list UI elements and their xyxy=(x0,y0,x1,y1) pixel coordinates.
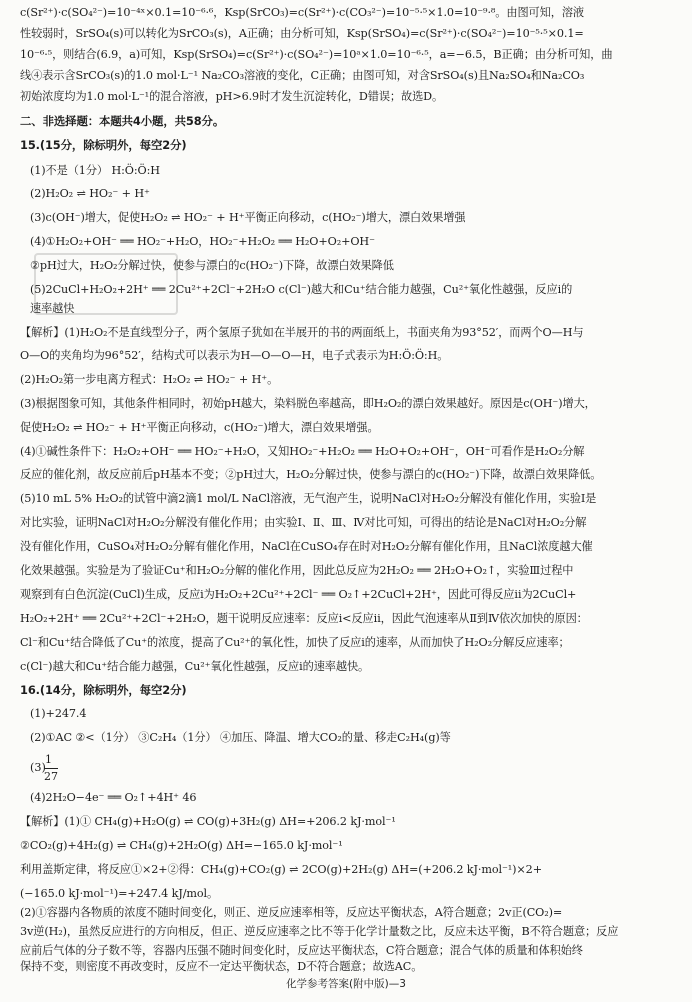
fraction-numerator: 1 xyxy=(45,753,52,766)
section-heading: 二、非选择题：本题共4小题，共58分。 xyxy=(20,114,225,128)
analysis-line: Cl⁻和Cu⁺结合降低了Cu⁺的浓度，提高了Cu²⁺的氧化性，加快了反应ⅰ的速率，从而加快了H₂O₂分解反应速率； xyxy=(20,636,570,649)
analysis-line: (2)①容器内各物质的浓度不随时间变化，则正、逆反应速率相等，反应达平衡状态，A符合题意；2v正(CO₂)= xyxy=(20,906,563,919)
text-line: 初始浓度均为1.0 mol·L⁻¹的混合溶液，pH>6.9时才发生沉淀转化，D错误；故选D。 xyxy=(20,90,444,103)
analysis-line: (4)①碱性条件下：H₂O₂+OH⁻ ══ HO₂⁻+H₂O，又知HO₂⁻+H₂O₂ ══ H₂O+O₂+OH⁻，OH⁻可看作是H₂O₂分解 xyxy=(20,445,585,458)
answer-line: (1)不是（1分） H:Ö:Ö:H xyxy=(30,164,160,177)
analysis-line: 利用盖斯定律，将反应①×2+②得：CH₄(g)+CO₂(g) ⇌ 2CO(g)+2H₂(g) ΔH=(+206.2 kJ·mol⁻¹)×2+ xyxy=(20,863,542,876)
answer-line: (4)2H₂O−4e⁻ ══ O₂↑+4H⁺ 46 xyxy=(30,791,197,804)
analysis-line: O—O的夹角均为96°52′，结构式可以表示为H—O—O—H，电子式表示为H:Ö:Ö:H。 xyxy=(20,349,449,362)
analysis-line: 反应的催化剂，故反应前后pH基本不变；②pH过大，H₂O₂分解过快，使参与漂白的c(HO₂⁻)下降，故漂白效果降低。 xyxy=(20,468,602,481)
text-line: 10⁻⁶·⁵，则结合(6.9，a)可知，Ksp(SrSO₄)=c(Sr²⁺)·c(SO₄²⁻)=10ᵃ×1.0=10⁻⁶·⁵，a=−6.5，B正确；由分析可知，曲 xyxy=(20,48,613,61)
analysis-line: H₂O₂+2H⁺ ══ 2Cu²⁺+2Cl⁻+2H₂O，题干说明反应速率：反应ⅰ<反应ⅱ，因此气泡速率从Ⅱ到Ⅳ依次加快的原因： xyxy=(20,612,588,625)
fraction-denominator: 27 xyxy=(44,770,58,783)
question-heading: 15.(15分，除标明外，每空2分) xyxy=(20,138,187,152)
analysis-line: 促使H₂O₂ ⇌ HO₂⁻ + H⁺平衡正向移动，c(HO₂⁻)增大，漂白效果增强。 xyxy=(20,421,379,434)
analysis-line: 3v逆(H₂)，虽然反应进行的方向相反，但正、逆反应速率之比不等于化学计量数之比，反应未达平衡，B不符合题意；反应 xyxy=(20,925,619,938)
fraction-bar xyxy=(44,768,58,769)
analysis-line: 化效果越强。实验是为了验证Cu⁺和H₂O₂分解的催化作用，因此总反应为2H₂O₂ ══ 2H₂O+O₂↑，实验Ⅲ过程中 xyxy=(20,564,574,577)
analysis-line: (5)10 mL 5% H₂O₂的试管中滴2滴1 mol/L NaCl溶液，无气泡产生，说明NaCl对H₂O₂分解没有催化作用，实验Ⅰ是 xyxy=(20,492,597,505)
answer-line: ②pH过大，H₂O₂分解过快，使参与漂白的c(HO₂⁻)下降，故漂白效果降低 xyxy=(30,259,394,272)
text-line: c(Sr²⁺)·c(SO₄²⁻)=10⁻⁴ˣ×0.1=10⁻⁶·⁶，Ksp(SrCO₃)=c(Sr²⁺)·c(CO₃²⁻)=10⁻⁵·⁵×1.0=10⁻⁹·⁸。由图可知，溶液 xyxy=(20,6,584,19)
analysis-line: 没有催化作用，CuSO₄对H₂O₂分解有催化作用，NaCl在CuSO₄存在时对H₂O₂分解有催化作用，且NaCl浓度越大催 xyxy=(20,540,593,553)
answer-line: (5)2CuCl+H₂O₂+2H⁺ ══ 2Cu²⁺+2Cl⁻+2H₂O c(Cl⁻)越大和Cu⁺结合能力越强，Cu²⁺氧化性越强，反应ⅰ的 xyxy=(30,283,573,296)
analysis-line: (3)根据图象可知，其他条件相同时，初始pH越大，染料脱色率越高，即H₂O₂的漂白效果越好。原因是c(OH⁻)增大， xyxy=(20,397,596,410)
analysis-line: 【解析】(1)① CH₄(g)+H₂O(g) ⇌ CO(g)+3H₂(g) ΔH=+206.2 kJ·mol⁻¹ xyxy=(20,815,396,828)
analysis-line: 对比实验，证明NaCl对H₂O₂分解没有催化作用；由实验Ⅰ、Ⅱ、Ⅲ、Ⅳ对比可知，可得出的结论是NaCl对H₂O₂分解 xyxy=(20,516,587,529)
analysis-line: (2)H₂O₂第一步电离方程式：H₂O₂ ⇌ HO₂⁻ + H⁺。 xyxy=(20,373,279,386)
analysis-line: 保持不变，则密度不再改变时，反应不一定达平衡状态，D不符合题意；故选AC。 xyxy=(20,960,423,973)
analysis-line: 【解析】(1)H₂O₂不是直线型分子，两个氢原子犹如在半展开的书的两面纸上，书面夹角为93°52′，而两个O—H与 xyxy=(20,326,584,339)
question-heading: 16.(14分，除标明外，每空2分) xyxy=(20,683,187,697)
analysis-line: (−165.0 kJ·mol⁻¹)=+247.4 kJ/mol。 xyxy=(20,887,219,900)
answer-line: (3)c(OH⁻)增大，促使H₂O₂ ⇌ HO₂⁻ + H⁺平衡正向移动，c(HO₂⁻)增大，漂白效果增强 xyxy=(30,211,466,224)
fraction-label: (3) xyxy=(30,761,46,774)
analysis-line: 应前后气体的分子数不等，容器内压强不随时间变化时，反应达平衡状态，C符合题意；混合气体的质量和体积始终 xyxy=(20,944,583,957)
answer-line: 速率越快 xyxy=(30,302,75,315)
text-line: 线④表示含SrCO₃(s)的1.0 mol·L⁻¹ Na₂CO₃溶液的变化，C正确；由图可知，对含SrSO₄(s)且Na₂SO₄和Na₂CO₃ xyxy=(20,69,585,82)
answer-fraction xyxy=(30,752,70,786)
page-footer: 化学参考答案(附中版)—3 xyxy=(286,978,406,990)
answer-line: (2)H₂O₂ ⇌ HO₂⁻ + H⁺ xyxy=(30,187,150,200)
answer-line: (2)①AC ②<（1分） ③C₂H₄（1分） ④加压、降温、增大CO₂的量、移走C₂H₄(g)等 xyxy=(30,731,451,744)
answer-line: (1)+247.4 xyxy=(30,707,87,720)
answer-line: (4)①H₂O₂+OH⁻ ══ HO₂⁻+H₂O，HO₂⁻+H₂O₂ ══ H₂O+O₂+OH⁻ xyxy=(30,235,375,248)
analysis-line: ②CO₂(g)+4H₂(g) ⇌ CH₄(g)+2H₂O(g) ΔH=−165.0 kJ·mol⁻¹ xyxy=(20,839,343,852)
text-line: 性较弱时，SrSO₄(s)可以转化为SrCO₃(s)，A正确；由分析可知，Ksp(SrSO₄)=c(Sr²⁺)·c(SO₄²⁻)=10⁻⁵·⁵×0.1= xyxy=(20,27,584,40)
analysis-line: 观察到有白色沉淀(CuCl)生成，反应ⅰ为H₂O₂+2Cu²⁺+2Cl⁻ ══ O₂↑+2CuCl+2H⁺，因此可得反应ⅱ为2CuCl+ xyxy=(20,588,577,601)
analysis-line: c(Cl⁻)越大和Cu⁺结合能力越强，Cu²⁺氧化性越强，反应ⅰ的速率越快。 xyxy=(20,660,370,673)
